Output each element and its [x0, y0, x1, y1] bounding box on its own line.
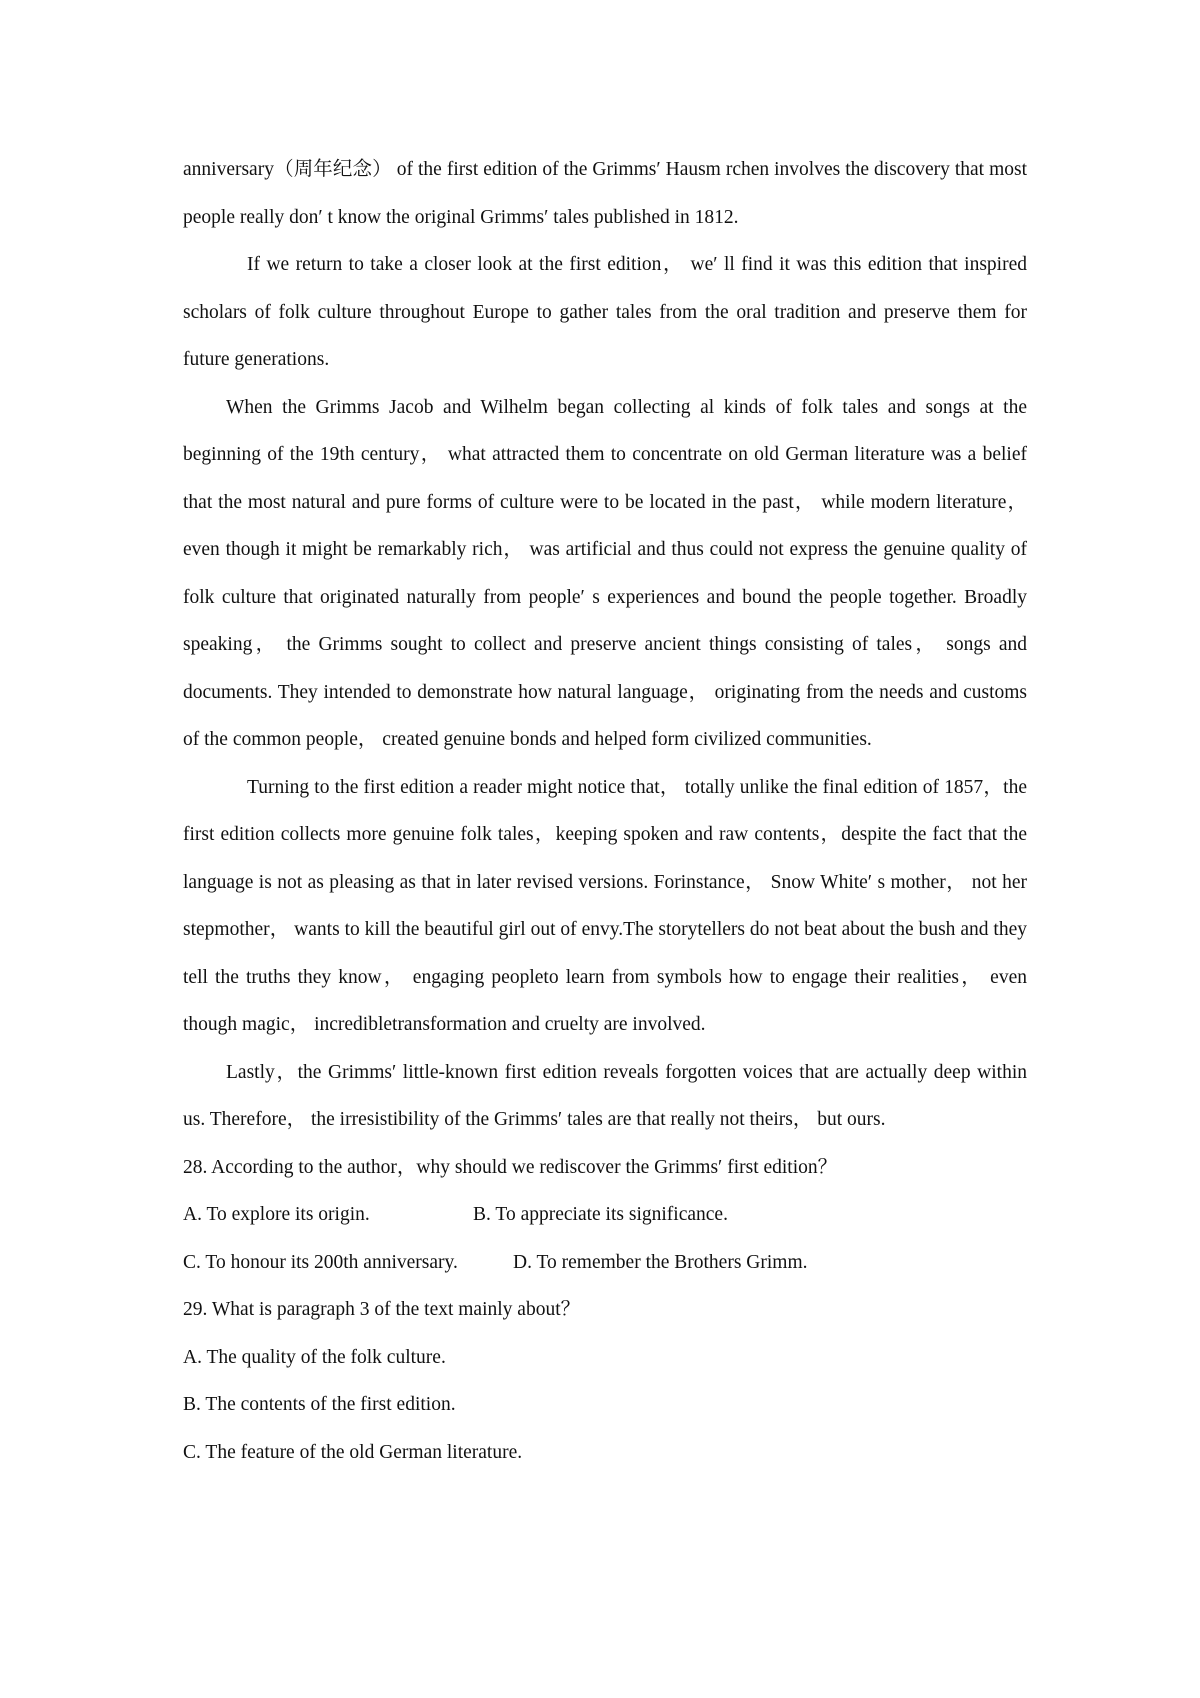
- paragraph-1: anniversary（周年纪念） of the first edition of the Grimms′ Hausm rchen involves the discovery that most people really don′ t know the original Grimms′ tales published in 1812.: [183, 159, 1027, 228]
- question-29-stem: 29. What is paragraph 3 of the text mainly about？: [183, 1299, 581, 1320]
- question-28-stem: 28. According to the author，why should we rediscover the Grimms′ first edition？: [183, 1156, 838, 1178]
- passage-text: [183, 146, 1027, 1476]
- question-29-option-c: C. The feature of the old German literature.: [183, 1441, 523, 1463]
- question-29-option-a: A. The quality of the folk culture.: [183, 1346, 446, 1368]
- question-28-option-b: B. To appreciate its significance.: [473, 1204, 728, 1225]
- paragraph-5: Lastly，the Grimms′ little-known first edition reveals forgotten voices that are actually deep within us. Therefore， the irresistibility of the Grimms′ tales are that really not theirs， but ours.: [183, 1061, 1027, 1130]
- question-28-options-row-2: [183, 1239, 1027, 1287]
- paragraph-3: When the Grimms Jacob and Wilhelm began collecting al kinds of folk tales and songs at the beginning of the 19th century， what attracted them to concentrate on old German literature was a belief that the most natural and pure forms of culture were to be located in the past， while modern literature， even though it might be remarkably rich， was artificial and thus could not express the genuine quality of folk culture that originated naturally from people′ s experiences and bound the people together. Broadly speaking， the Grimms sought to collect and preserve ancient things consisting of tales， songs and documents. They intended to demonstrate how natural language， originating from the needs and customs of the common people， created genuine bonds and helped form civilized communities.: [183, 396, 1027, 750]
- paragraph-2: If we return to take a closer look at the first edition， we′ ll find it was this edition that inspired scholars of folk culture throughout Europe to gather tales from the oral tradition and preserve them for future generations.: [183, 254, 1027, 370]
- question-28-options-row-1: [183, 1191, 1027, 1239]
- paragraph-4: Turning to the first edition a reader might notice that， totally unlike the final edition of 1857，the first edition collects more genuine folk tales，keeping spoken and raw contents，despite the fact that the language is not as pleasing as that in later revised versions. Forinstance， Snow White′ s mother， not her stepmother， wants to kill the beautiful girl out of envy.The storytellers do not beat about the bush and they tell the truths they know， engaging peopleto learn from symbols how to engage their realities， even though magic， incredibletransformation and cruelty are involved.: [183, 776, 1027, 1035]
- question-28-option-d: D. To remember the Brothers Grimm.: [513, 1251, 808, 1273]
- question-29-option-b: B. The contents of the first edition.: [183, 1394, 456, 1415]
- question-28-option-c: C. To honour its 200th anniversary.: [183, 1251, 458, 1273]
- question-28-option-a: A. To explore its origin.: [183, 1204, 370, 1225]
